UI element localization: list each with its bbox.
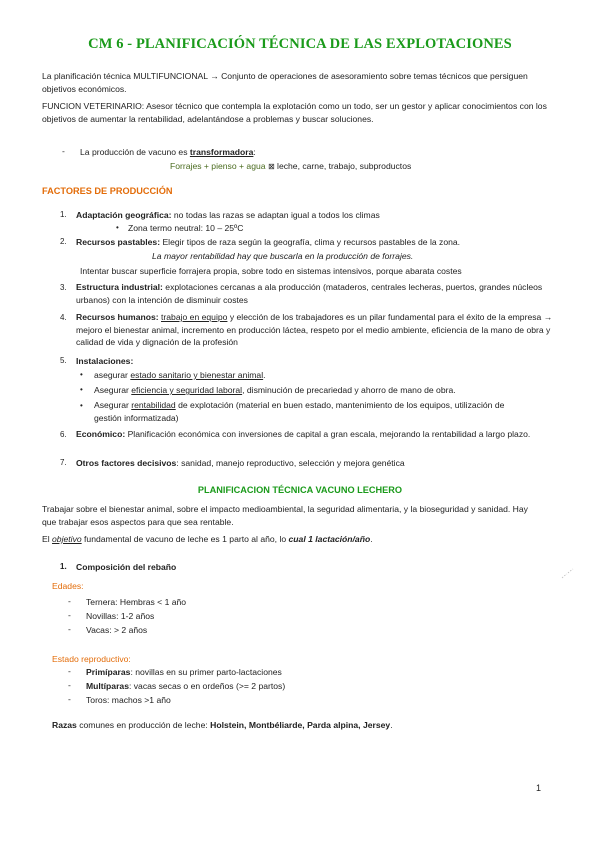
dash-bullet: - [68, 624, 71, 634]
vacuno-paragraph: Trabajar sobre el bienestar animal, sobre el impacto medioambiental, la seguridad alimentaria, y la bioseguridad y sanidad. Hay que trabajar esos aspectos para que sea rentable. [42, 504, 528, 527]
pencil-mark-icon [560, 566, 576, 580]
instalaciones-item: Asegurar eficiencia y seguridad laboral, disminución de precariedad y ahorro de mano de obra. [94, 385, 456, 395]
section-number: 1. [60, 562, 67, 571]
factor-note: Intentar buscar superficie forrajera propia, sobre todo en sistemas intensivos, porque abarata costes [80, 266, 462, 276]
dash-bullet: - [68, 680, 71, 690]
dash-bullet: - [68, 694, 71, 704]
bullet-icon: • [116, 223, 119, 232]
box-icon: ⊠ [267, 162, 275, 171]
item-number: 6. [60, 430, 67, 439]
bullet-icon: • [80, 370, 83, 379]
item-number: 4. [60, 313, 67, 322]
instalaciones-item: asegurar estado sanitario y bienestar animal. [94, 370, 266, 380]
estado-item: Primíparas: novillas en su primer parto-lactaciones [86, 667, 282, 677]
factor-note-italic: La mayor rentabilidad hay que buscarla en la producción de forrajes. [152, 251, 414, 261]
razas-line: Razas comunes en producción de leche: Holstein, Montbéliarde, Parda alpina, Jersey. [52, 720, 393, 730]
dash-bullet: - [62, 146, 65, 156]
production-line: La producción de vacuno es transformadora: [80, 147, 256, 157]
instalaciones-item: Asegurar rentabilidad de explotación (material en buen estado, mantenimiento de los equipos, utilización de gestión informatizada) [94, 400, 505, 423]
page-number: 1 [536, 783, 542, 793]
factor-item: Recursos pastables: Elegir tipos de raza según la geografía, clima y recursos pastables de la zona. [76, 237, 461, 247]
vacuno-heading: PLANIFICACION TÉCNICA VACUNO LECHERO [197, 485, 403, 495]
dash-bullet: - [68, 666, 71, 676]
bullet-icon: • [80, 385, 83, 394]
intro-paragraph-2: FUNCION VETERINARIO: Asesor técnico que contempla la explotación como un todo, ser un gestor y aplicar conocimientos con los objetivos de aumentar la rentabilidad, adelantándose a problemas y buscar soluciones. [42, 101, 547, 124]
objetivo-line: El objetivo fundamental de vacuno de leche es 1 parto al año, lo cual 1 lactación/año. [42, 534, 373, 544]
estado-item: Multíparas: vacas secas o en ordeños (>= 2 partos) [86, 681, 286, 691]
dash-bullet: - [68, 596, 71, 606]
estado-label: Estado reproductivo: [52, 654, 131, 664]
factor-item: Recursos humanos: trabajo en equipo y elección de los trabajadores es un pilar fundamental para el éxito de la empresa → mejoro el bienestar animal, incremento en producción láctea, respeto por el medio ambiente, eficiencia de la mano de obra y calidad de vida y dignación de la profesión [76, 312, 553, 348]
dash-bullet: - [68, 610, 71, 620]
production-formula: Forrajes + pienso + agua ⊠ leche, carne, trabajo, subproductos [170, 161, 412, 171]
item-number: 3. [60, 283, 67, 292]
edades-item: Ternera: Hembras < 1 año [86, 597, 187, 607]
edades-label: Edades: [52, 581, 84, 591]
item-number: 5. [60, 356, 67, 365]
factor-item: Estructura industrial: explotaciones cercanas a ala producción (mataderos, centrales lecheras, puertos, grandes núcleos urbanos) con la intención de disminuir costes [76, 282, 543, 305]
factores-heading: FACTORES DE PRODUCCIÓN [42, 186, 173, 196]
edades-item: Vacas: > 2 años [86, 625, 148, 635]
item-number: 7. [60, 458, 67, 467]
edades-item: Novillas: 1-2 años [86, 611, 155, 621]
factor-subitem: Zona termo neutral: 10 – 25ºC [128, 223, 244, 233]
estado-item: Toros: machos >1 año [86, 695, 171, 705]
bullet-icon: • [80, 401, 83, 410]
factor-item: Otros factores decisivos: sanidad, manejo reproductivo, selección y mejora genética [76, 458, 405, 468]
factor-item: Adaptación geográfica: no todas las razas se adaptan igual a todos los climas [76, 210, 380, 220]
factor-item: Instalaciones: [76, 356, 134, 366]
item-number: 1. [60, 210, 67, 219]
intro-paragraph-1: La planificación técnica MULTIFUNCIONAL → Conjunto de operaciones de asesoramiento sobre temas técnicos que persiguen objetivos económicos. [42, 71, 528, 94]
item-number: 2. [60, 237, 67, 246]
page-title: CM 6 - PLANIFICACIÓN TÉCNICA DE LAS EXPLOTACIONES [88, 36, 512, 52]
section-title: Composición del rebaño [76, 562, 177, 572]
factor-item: Económico: Planificación económica con inversiones de capital a gran escala, mejorando la rentabilidad a largo plazo. [76, 429, 531, 439]
